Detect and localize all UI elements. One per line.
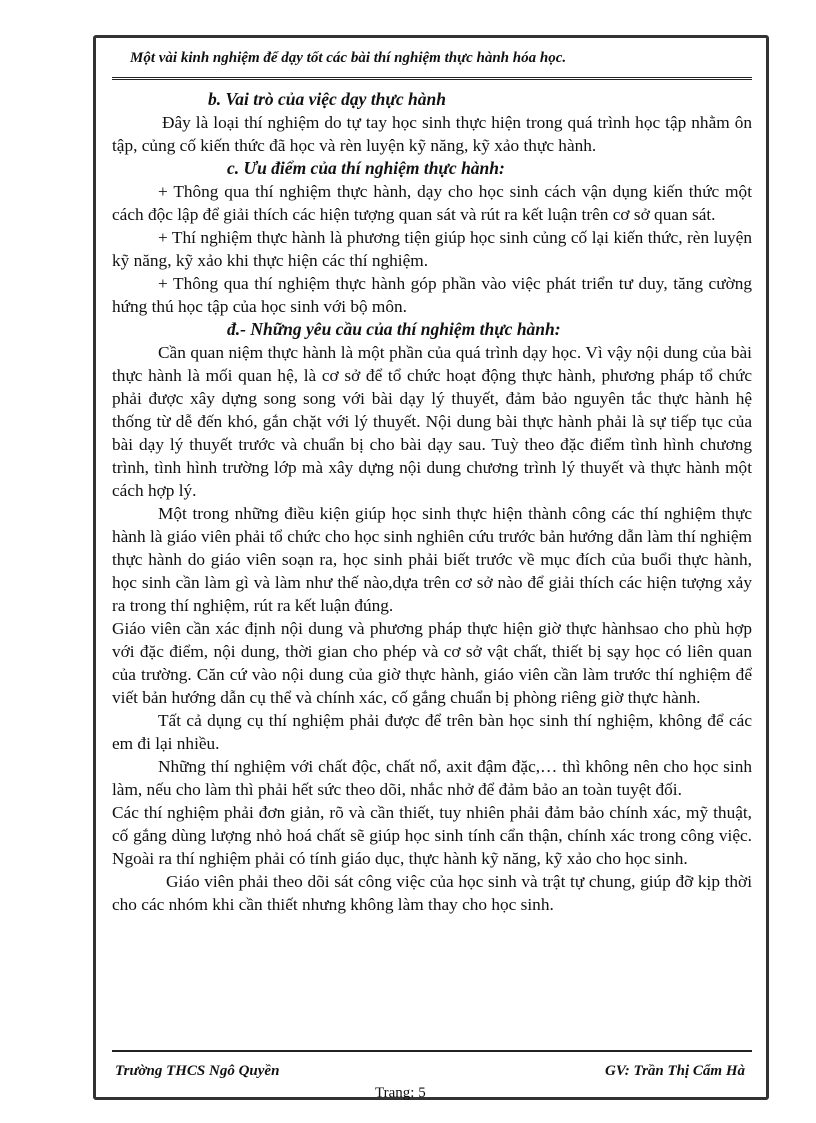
footer-school-name: Trường THCS Ngô Quyền	[115, 1063, 280, 1079]
footer-teacher-name: GV: Trần Thị Cẩm Hà	[605, 1063, 746, 1079]
footer-divider	[112, 1050, 752, 1052]
paragraph-d4: Tất cả dụng cụ thí nghiệm phải được để trên bàn học sinh thí nghiệm, không để các em đi lại nhiều.	[112, 711, 752, 753]
page-number: Trang: 5	[375, 1085, 426, 1101]
paragraph-c2: + Thí nghiệm thực hành là phương tiện giúp học sinh củng cố lại kiến thức, rèn luyện kỹ năng, kỹ xảo khi thực hiện các thí nghiệm.	[112, 228, 752, 270]
document-body	[112, 88, 752, 916]
paragraph-c1: + Thông qua thí nghiệm thực hành, dạy cho học sinh cách vận dụng kiến thức một cách độc lập để giải thích các hiện tượng quan sát và rút ra kết luận trên cơ sở quan sát.	[112, 182, 752, 224]
paragraph-d3: Giáo viên cần xác định nội dung và phương pháp thực hiện giờ thực hànhsao cho phù hợp với đặc điểm, nội dung, thời gian cho phép và cơ sở vật chất, thiết bị sạy học có liên quan của trường. Căn cứ vào nội dung của giờ thực hành, giáo viên cần làm trước thí nghiệm để viết bản hướng dẫn cụ thể và chính xác, cố gắng chuẩn bị phòng riêng giờ thực hành.	[112, 619, 752, 707]
paragraph-c3: + Thông qua thí nghiệm thực hành góp phần vào việc phát triển tư duy, tăng cường hứng thú học tập của học sinh với bộ môn.	[112, 274, 752, 316]
section-heading-d: đ.- Những yêu cầu của thí nghiệm thực hành:	[227, 319, 561, 339]
paragraph-d5: Những thí nghiệm với chất độc, chất nổ, axit đậm đặc,… thì không nên cho học sinh làm, nếu cho làm thì phải hết sức theo dõi, nhắc nhở để đảm bảo an toàn tuyệt đối.	[112, 757, 752, 799]
header-divider	[112, 77, 752, 80]
paragraph-d1: Cần quan niệm thực hành là một phần của quá trình dạy học. Vì vậy nội dung của bài thực hành là mối quan hệ, là cơ sở để tổ chức hoạt động thực hành, phương pháp tổ chức phải được xây dựng song song với bài dạy lý thuyết, đảm bảo nguyên tắc thực hành hệ thống từ dễ đến khó, gắn chặt với lý thuyết. Nội dung bài thực hành phải là sự tiếp tục của bài dạy lý thuyết trước và chuẩn bị cho bài dạy sau. Tuỳ theo đặc điểm tình hình chương trình, tình hình trường lớp mà xây dựng nội dung chương trình lý thuyết và thực hành một cách hợp lý.	[112, 343, 752, 500]
section-heading-c: c. Ưu điểm của thí nghiệm thực hành:	[227, 158, 505, 178]
running-header-title: Một vài kinh nghiệm để dạy tốt các bài thí nghiệm thực hành hóa học.	[130, 50, 567, 66]
paragraph-b: Đây là loại thí nghiệm do tự tay học sinh thực hiện trong quá trình học tập nhằm ôn tập, củng cố kiến thức đã học và rèn luyện kỹ năng, kỹ xảo thực hành.	[112, 113, 752, 155]
section-heading-b: b. Vai trò của việc dạy thực hành	[208, 89, 446, 109]
paragraph-d7: Giáo viên phải theo dõi sát công việc của học sinh và trật tự chung, giúp đỡ kịp thời cho các nhóm khi cần thiết nhưng không làm thay cho học sinh.	[112, 872, 752, 914]
paragraph-d6: Các thí nghiệm phải đơn giản, rõ và cần thiết, tuy nhiên phải đảm bảo chính xác, mỹ thuật, cố gắng dùng lượng nhỏ hoá chất sẽ giúp học sinh tính cẩn thận, chính xác trong công việc. Ngoài ra thí nghiệm phải có tính giáo dục, thực hành kỹ năng, kỹ xảo cho học sinh.	[112, 803, 752, 868]
paragraph-d2: Một trong những điều kiện giúp học sinh thực hiện thành công các thí nghiệm thực hành là giáo viên phải tổ chức cho học sinh nghiên cứu trước bản hướng dẫn làm thí nghiệm thực hành do giáo viên soạn ra, học sinh phải biết trước về mục đích của buổi thực hành, học sinh cần làm gì và làm như thế nào,dựa trên cơ sở nào để giải thích các hiện tượng xảy ra trong thí nghiệm, rút ra kết luận đúng.	[112, 504, 752, 615]
